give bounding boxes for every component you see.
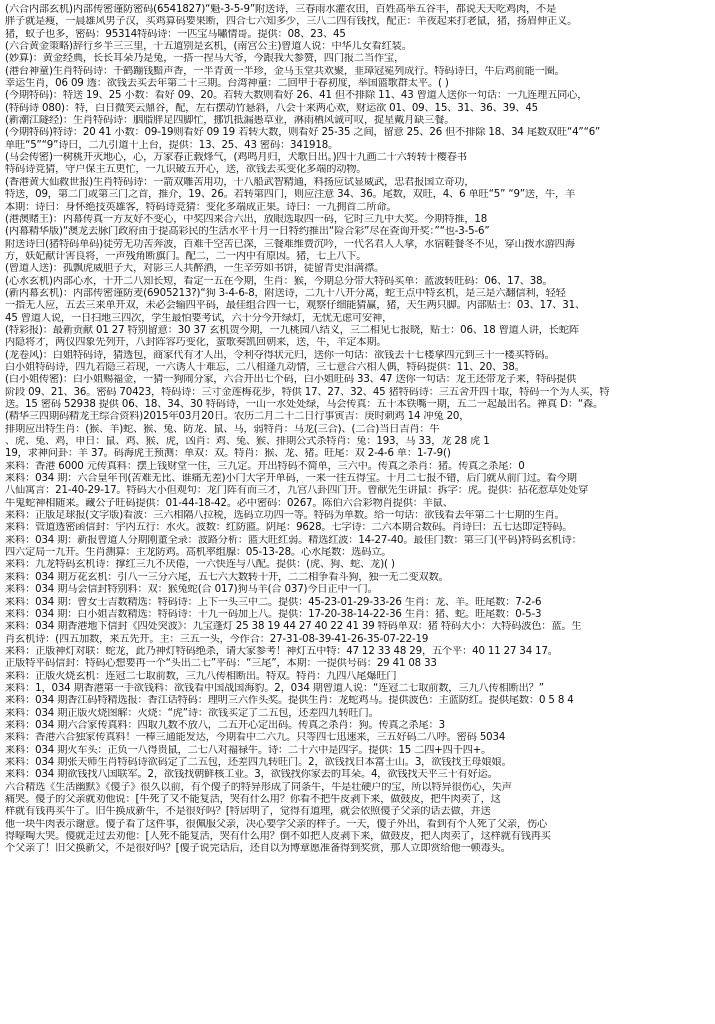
text-line: (港澳赌王)：内幕传真一方友好不变心，中奖四来合六出，放眼选取四一码，它时三九中大奖。今期特推，18 — [5, 213, 488, 225]
text-line: 特送，09，第二门或第三门之首，推介，19、26。若转第四门，则应注意 34、36。尾数，双旺，4、6 单旺“5” “9”送，牛，羊 — [5, 189, 576, 201]
text-line: 来料：034 期火车头：正负一八得贵鼠，二七八对福禄牛。诗：二十六中是四字。提供：15 二四+四千四+。 — [5, 744, 492, 756]
text-line: 胖子就是瘦，一晨雄风男子汉，买鸡算码要果断，四合七六知多少，三八二四有钱找，配正：羊夜起来打老鼠，猪，扬眉伸正义。 — [5, 16, 578, 28]
text-line: (妙算)：黄金经典，长长耳朵乃是兔，一搭一捏马大爷，今跟我大参赞，四门报二当作宝， — [5, 53, 405, 65]
text-line: 样就有钱再买牛了。旧牛换成新牛，不是很好吗？[特居明了，觉得有道理，就会依照傻子父亲的话去做，并送 — [5, 806, 491, 818]
text-line: 来料：034 期欲钱找八国联军。2，欲钱找朝鲜核工业。3，欲钱找你家去的耳朵。4，欲钱找天平三十有好运。 — [5, 769, 498, 781]
text-line: (六合内部玄机)内部传密谨防密码(6541827)“魁-3-5-9”附送诗，三春雨水灌农田，百姓高举五谷丰，都说天天吃鸡肉，不是 — [5, 4, 557, 15]
text-line: 来料：正版足球报(文字版)看波：三六相隔八拉税，选码立功四一等。特码为单数。给一句话：欲钱看去年第二十七期的生肖。 — [5, 510, 565, 522]
text-line: 个父亲了！旧父换新父，不是很好吗？[傻子说完话后，还自以为博章愿准备得到奖赏，那人立即赏给他一顿毒头。 — [5, 843, 511, 855]
text-line: 八仙寓言：21-40-29-17。特码大小但观句：龙门阵有而三才，九宫八卦四门开。曾献先生讲鼠：拆字：虎。提供：拈花惹草处处穿 — [5, 485, 589, 497]
text-line: (龙卷风)：白姐特码诗，猜透包，商家代有才人出，令利夺得状元归，送你一句话：欲钱去十七楼拿四元到三十一楼买特码。 — [5, 349, 555, 361]
text-line: (港台神童)生肖特码诗：千鹤蹦钱黯声香，一半青黄一半珍，金马玉堂共欢聚，韭璋冠冕列成行。特码诗曰，牛后鸡前能一圈。 — [5, 65, 565, 77]
text-line: 来料：034 期香港地下信封《四处突波》：九宝蓬灯 25 38 19 44 27 40 22 41 39 特码单双：猪 特码大小：大特码波色：蓝。生 — [5, 621, 582, 633]
text-line: 白小姐特码诗，四九若隐三若现，一六诱人十难忘，二八相逢九动情，三七意合六相人偶，特码提供：11、20、38。 — [5, 361, 525, 373]
text-line: (白小姐传密)：白小姐赐福金，一猜一狗闹分家，六合开出七个码，白小姐旺码 33、47 送你一句话：龙王还带龙子来，特码提供 — [5, 374, 577, 386]
text-line: (六合黄金策略)辞行乡半三三里，十五道别是玄机，(南宫公主)曾道人说：中华儿女看红装。 — [5, 41, 412, 53]
text-line: 45 曾道人说，一日扫地三四次，学生最怕要考试，六十分今开绿灯，无忧无虑可安神， — [5, 312, 393, 324]
text-line: 来料：香港六合独家传真料！一棒三通能发达，今期看中二六九。只等四七迅速来，三五好码二八呼。密码 5034 — [5, 732, 506, 744]
text-line: (特码诗 080)：特，白日微笑云鼎谷，配，左右摆动竹悬斜，八会十来两心欢，财运欲 01、09、15、31、36、39、45 — [5, 102, 538, 114]
text-line: (心水玄机)内部心水，十开二八知长短，看定一五在今期，生肖：猴，今期总分带大特码买单：蓝波转旺码：06、17、38。 — [5, 275, 553, 287]
text-line: 单旺“5”“9”诗曰，二九引道十上台，提供：13、25、43 密码：341918。 — [5, 139, 339, 151]
text-line: 、虎、兔、鸡，申日：鼠、鸡、猴、虎，凶肖：鸡、兔、猴、排期公式杀特肖：兔：193，马 33，龙 28 虎 1 — [5, 436, 490, 448]
text-line: 一指无人应，五去三来单开双，未必会输四平码，最佳组合四一七，观察仔细能猜赢，猪，天生两只脚。内部贴士：03、17、31、 — [5, 300, 586, 312]
text-line: 来料：正版火烧玄机：连冠二七取前数，三九八传相断出。特双。特肖：九四八尾爆旺门 — [5, 670, 397, 682]
text-line: 来料：034 期正版火烧图解：火烧：“虎”诗：欲钱买定了二五包，还差四九转旺门。 — [5, 707, 379, 719]
text-line: (新潮江隧经)：生肖特码诗：胭脂胖足四脚忙，挪饥抵漏愚草业，淋雨栖风诚可叹，捉星戴月缺三餐。 — [5, 115, 455, 127]
text-line: 得嚎啕大哭。傻就走过去劝他：[人死不能复活，哭有什么用？倒不如把人皮剥下来，做鼓皮，把人肉卖了，这样就有钱再买 — [5, 831, 551, 843]
text-line: 特码诗竞猜，守户保主五更忙，一九识破五开心，送，欲钱去买变化多端的动物。 — [5, 164, 367, 176]
text-line: 他一块牛肉表示谢意。傻子看了这件事，很佩服父亲，决心要学父亲的样子。一天，傻子外出，看到有个人死了父亲，伤心 — [5, 818, 548, 830]
text-line: (曾道人送)：孤飘虎威胆子大，对影三人共醉酒，一生辛劳如书饼，徒留青史泪满襟。 — [5, 263, 385, 275]
text-line: 来料：034 期：白小姐吉数精选：特码诗：十九一码加上八。提供：17-20-38-14-22-36 生肖：猪、蛇。旺尾数：0-5-3 — [5, 608, 542, 620]
text-line: 送。15 密码 52938 提供 06、18、34、30 特码诗，一山一水处处绿，马会传真：五十本铁嘴一期，五二一起最出名。禅真 D：“森。 — [5, 399, 604, 410]
text-line: 来料：1，034 期香港第一手欲钱料：欲钱看中国战国海豹。2，034 期曾道人说：“连冠二七取前数，三九八传相断出？” — [5, 682, 544, 694]
text-line: 来料：正版神灯对联：蛇龙，此乃神灯特码绝杀，请大家参考！神灯五中特：47 12 33 48 29，五个平：40 11 27 34 17。 — [5, 645, 558, 657]
text-line: 来料：管道透密函信封：宇内五行：水火。波数：红防篮。阴尾：9628。七字诗：二六本期合数码。肖诗曰：五七达即定特码。 — [5, 522, 573, 534]
text-line: (今期特码)特诗：20 41 小数：09-19则看好 09 19 若转大数，则看好 25-35 之间，留意 25、26 但不排除 18、34 尾数双旺“4”“6” — [5, 127, 601, 139]
text-line: (精华三四期码精龙王综合资料)2015年03月20日。农历二月二十二日行事寅吉：庚时刺鸡 14 冲兔 20， — [5, 411, 470, 423]
text-line: 来料：034 期张天师生肖特码诗欲码定了二五包，还差四九转旺门。2，欲钱找日本富士山。3，欲钱找王母娘娘。 — [5, 756, 512, 768]
text-line: 来料：034 期万花玄机：引八一三分六尾，五七六大数转十开，二二相争看斗狗，独一无二变双数。 — [5, 571, 449, 583]
text-line: 方，妖妃献计害良将，一声残角断旗门。配二，二一内中有原因。猪，七上八下。 — [5, 250, 367, 262]
text-line: 痛哭。傻子的父亲就劝他说：[牛死了又不能复活，哭有什么用？你看不把牛皮剥下来，做鼓皮，把牛肉卖了，这 — [5, 794, 501, 805]
text-line: 内隐将才，两仪四象先列开，八封阵容巧变化，蛮歌奏凯回朝来，送，牛，羊定本期。 — [5, 337, 387, 349]
text-line: 四六定局一九开。生肖测算：主龙防鸡。高机率组腺：05-13-28。心水尾数：选码立。 — [5, 547, 392, 559]
text-line: 正版特平码信封：特码心想要再一个“头出二七”平码：“三尾”，本期：一提供号码：29 41 08 33 — [5, 658, 437, 670]
text-line: 本期：诗曰：身怀绝技英雄客，特码诗竞猜：变化多端成正果。诗曰：一九拥首二所命。 — [5, 201, 397, 213]
text-line: 19，求神问卦：羊 37。码海虎王预测：单双：双。特肖：猴、龙、猪。旺尾：双 2-4-6 单：1-7-9() — [5, 448, 451, 460]
text-line: (特彩报)：最新贡献 01 27 特别留意：30 37 玄机贺今期，一九桃园八结义，三二相见七报晓，贴士：06、18 曾道人讲，长蛇阵 — [5, 324, 579, 336]
text-line: 来料：034 期：六合皇年刊(苦难无比、谁痛无差)小门大字开单码，一来一往五得宝。十月二七报不错，后门就从前门过。看今期 — [5, 473, 577, 485]
text-line: 来料：香港 6000 元传真料：摆上钱财堂一住，三九定。开出特码不简单，三六中。传真之杀肖：猪。传真之杀尾：0 — [5, 460, 525, 472]
text-line: 来料：034 期马会信封特别料：双：猴兔蛇(合 017)狗马羊(合 037)今日正中一门。 — [5, 584, 378, 596]
text-line: 来料：九龙特码玄机诗：撑红三九不厌倦，一六快连与八配。提供：(虎、狗、蛇、龙)( ) — [5, 559, 395, 571]
text-line: 来料：034 期：新报曾道人分期刚董全录：波路分析：篮大旺红弱。精选红波：14-27-40。最佳门数：第三门(平码)特码玄机诗： — [5, 534, 582, 546]
text-line: (今期特码)：特送 19、25 小数：看好 09、20。若转大数则看好 26、41 但不排除 11、43 曾道人送你一句话：一九连理五同心， — [5, 90, 588, 102]
text-line: 排期应出特生肖：(猴、羊)蛇、猴、兔、防龙、鼠、马，弱特肖：马龙(三合)、(二合)当日吉肖：牛 — [5, 423, 440, 435]
text-line: (新内幕玄机)：内部传密谨防麦(6905213?)“狗 3-4-6-8，附送诗，二九十八开分离，蛇王点中特玄机，是三是六翻信利，轻轻 — [5, 287, 566, 299]
text-line: 牛鬼蛇神相随来。藏公子旺码提供：01-44-18-42。必中密码：0267。陈伯六合彩物肖提供：羊鼠、 — [5, 497, 453, 509]
text-line: 来料：034 期六合家传真料：四取九数不放八，二五开心定出码。传真之杀肖：狗。传真之杀尾：3 — [5, 719, 445, 731]
text-line: 附送诗曰(猪特码单码)徒劳无功苦奔波，百难千空苦已深，三餐难维费沉吟，一代名君人人拿，水宿鞋餐冬不见，穿山拨水游四海 — [5, 238, 575, 250]
text-line: (马会传密)一树桃开灭地心，心，万家春正载烽气，(鸡鸣月归，犬歌日出。)四十九画二十六转转十樱春书 — [5, 152, 467, 164]
text-line: 来料：034 期：曾女士吉数精选：特码诗：上下一头三中二。提供：45-23-01-29-33-26 生肖：龙、羊。旺尾数：7-2-6 — [5, 596, 542, 608]
text-line: 猪，蚁子也多，密码：95314特码诗：一匹宝马嘯情哥。提供：08、23、45 — [5, 28, 346, 40]
text-line: (内幕精华版)“澳龙去脉门政府由于提高彩民的生活水平十月一日特约推出“险合彩”尽在查询开奖：”“也-3-5-6” — [5, 226, 490, 238]
text-line: 六合精选《生活幽默》《傻子》很久以前，有个傻子的特异形成了同条牛，牛是壮硬户的宝，所以特异很伤心，失声 — [5, 781, 512, 793]
text-line: (香港黄大仙救世报)生肖特码诗：一箭双雕苦用功，十八船武智精通，料扬应试显威武，忠君报国立奇功， — [5, 176, 475, 188]
text-line: 来料：034 期香江码特精选报：香江话特码：理明三六作头奖。提供生肖：龙蛇鸡马。提供波色：主蓝防红。提供尾数：0 5 8 4 — [5, 695, 574, 707]
text-line: 阶段 09、21、36。密码 70423，特码诗：三寸金莲梅花步，特供 17、27、32、45 猪特码诗：三五舍开四十取，特码一个为人买，特 — [5, 386, 610, 398]
text-line: 肖玄机诗：(四五加数，来五先开。主：三五一头，今作合：27-31-08-39-41-26-35-07-22-19 — [5, 633, 429, 645]
text-line: 幸运生肖，06 09 透：欲钱去买去年第二十三期。台湾神童：二回甲于春初度，举国篮歌群太平。( ) — [5, 78, 449, 90]
